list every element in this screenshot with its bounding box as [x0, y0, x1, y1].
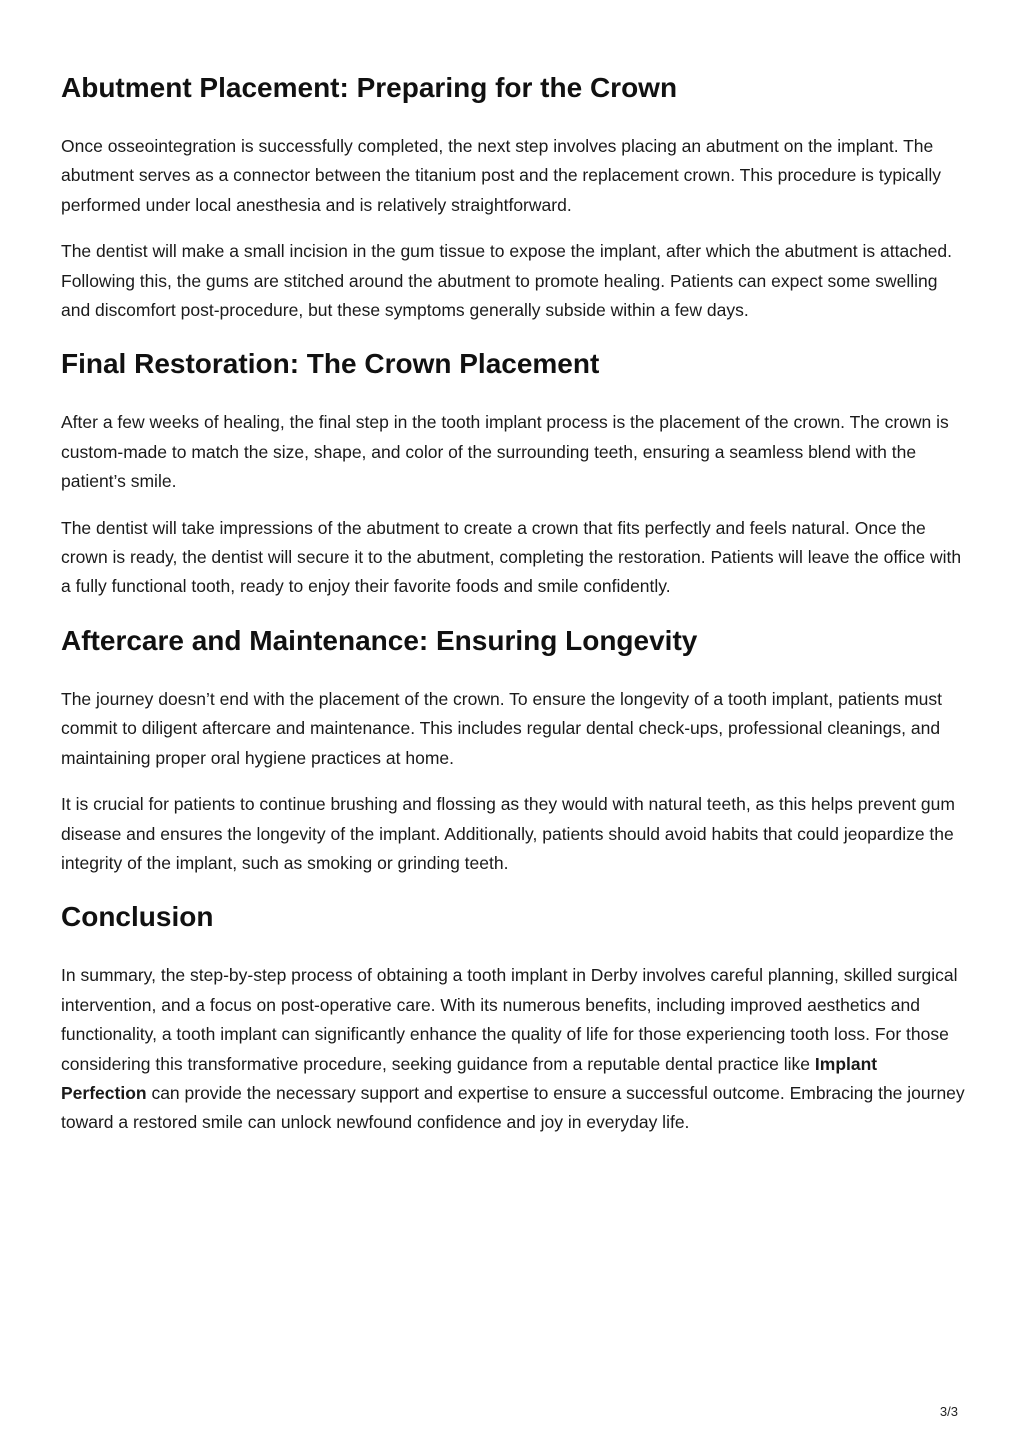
paragraph — [61, 961, 966, 1137]
paragraph: After a few weeks of healing, the final step in the tooth implant process is the placement of the crown. The crown is custom-made to match the size, shape, and color of the surrounding teeth, ensuring a seamless blend with the patient’s smile. — [61, 412, 949, 492]
paragraph: Once osseointegration is successfully completed, the next step involves placing an abutment on the implant. The abutment serves as a connector between the titanium post and the replacement crown. This procedure is typically performed under local anesthesia and is relatively straightforward. — [61, 136, 942, 215]
section-final-restoration — [61, 342, 966, 601]
section-heading: Conclusion — [61, 901, 214, 933]
practice-name: Implant Perfection — [61, 1053, 878, 1103]
section-heading: Abutment Placement: Preparing for the Crown — [61, 72, 678, 103]
page-number: 3/3 — [939, 1404, 958, 1419]
section-heading: Aftercare and Maintenance: Ensuring Longevity — [61, 624, 698, 656]
section-heading: Final Restoration: The Crown Placement — [61, 348, 600, 380]
paragraph: The dentist will make a small incision in the gum tissue to expose the implant, after which the abutment is attached. Following this, the gums are stitched around the abutment to promote healing. Patients can expect some swelling and discomfort post-procedure, but these symptoms generally subside within a few days. — [61, 241, 953, 321]
paragraph: It is crucial for patients to continue brushing and flossing as they would with natural teeth, as this helps prevent gum disease and ensures the longevity of the implant. Additionally, patients should avoid habits that could jeopardize the integrity of the implant, such as smoking or grinding teeth. — [61, 794, 955, 873]
paragraph: The journey doesn’t end with the placement of the crown. To ensure the longevity of a tooth implant, patients must commit to diligent aftercare and maintenance. This includes regular dental check-ups, professional cleanings, and maintaining proper oral hygiene practices at home. — [61, 688, 943, 768]
paragraph-text-start: In summary, the step-by-step process of obtaining a tooth implant in Derby involves careful planning, skilled surgical intervention, and a focus on post-operative care. With its numerous benefits, including improved aesthetics and functionality, a tooth implant can significantly enhance the quality of life for those experiencing tooth loss. For those considering this transformative procedure, seeking guidance from a reputable dental practice like — [61, 965, 958, 1074]
section-aftercare — [61, 619, 966, 878]
section-conclusion — [61, 895, 966, 1137]
document-page — [61, 66, 966, 1155]
section-abutment-placement — [61, 66, 966, 325]
paragraph-text-end: can provide the necessary support and expertise to ensure a successful outcome. Embracing the journey toward a restored smile can unlock newfound confidence and joy in everyday life. — [61, 1082, 965, 1133]
paragraph: The dentist will take impressions of the abutment to create a crown that fits perfectly and feels natural. Once the crown is ready, the dentist will secure it to the abutment, completing the restoration. Patients will leave the office with a fully functional tooth, ready to enjoy their favorite foods and smile confidently. — [61, 517, 962, 597]
